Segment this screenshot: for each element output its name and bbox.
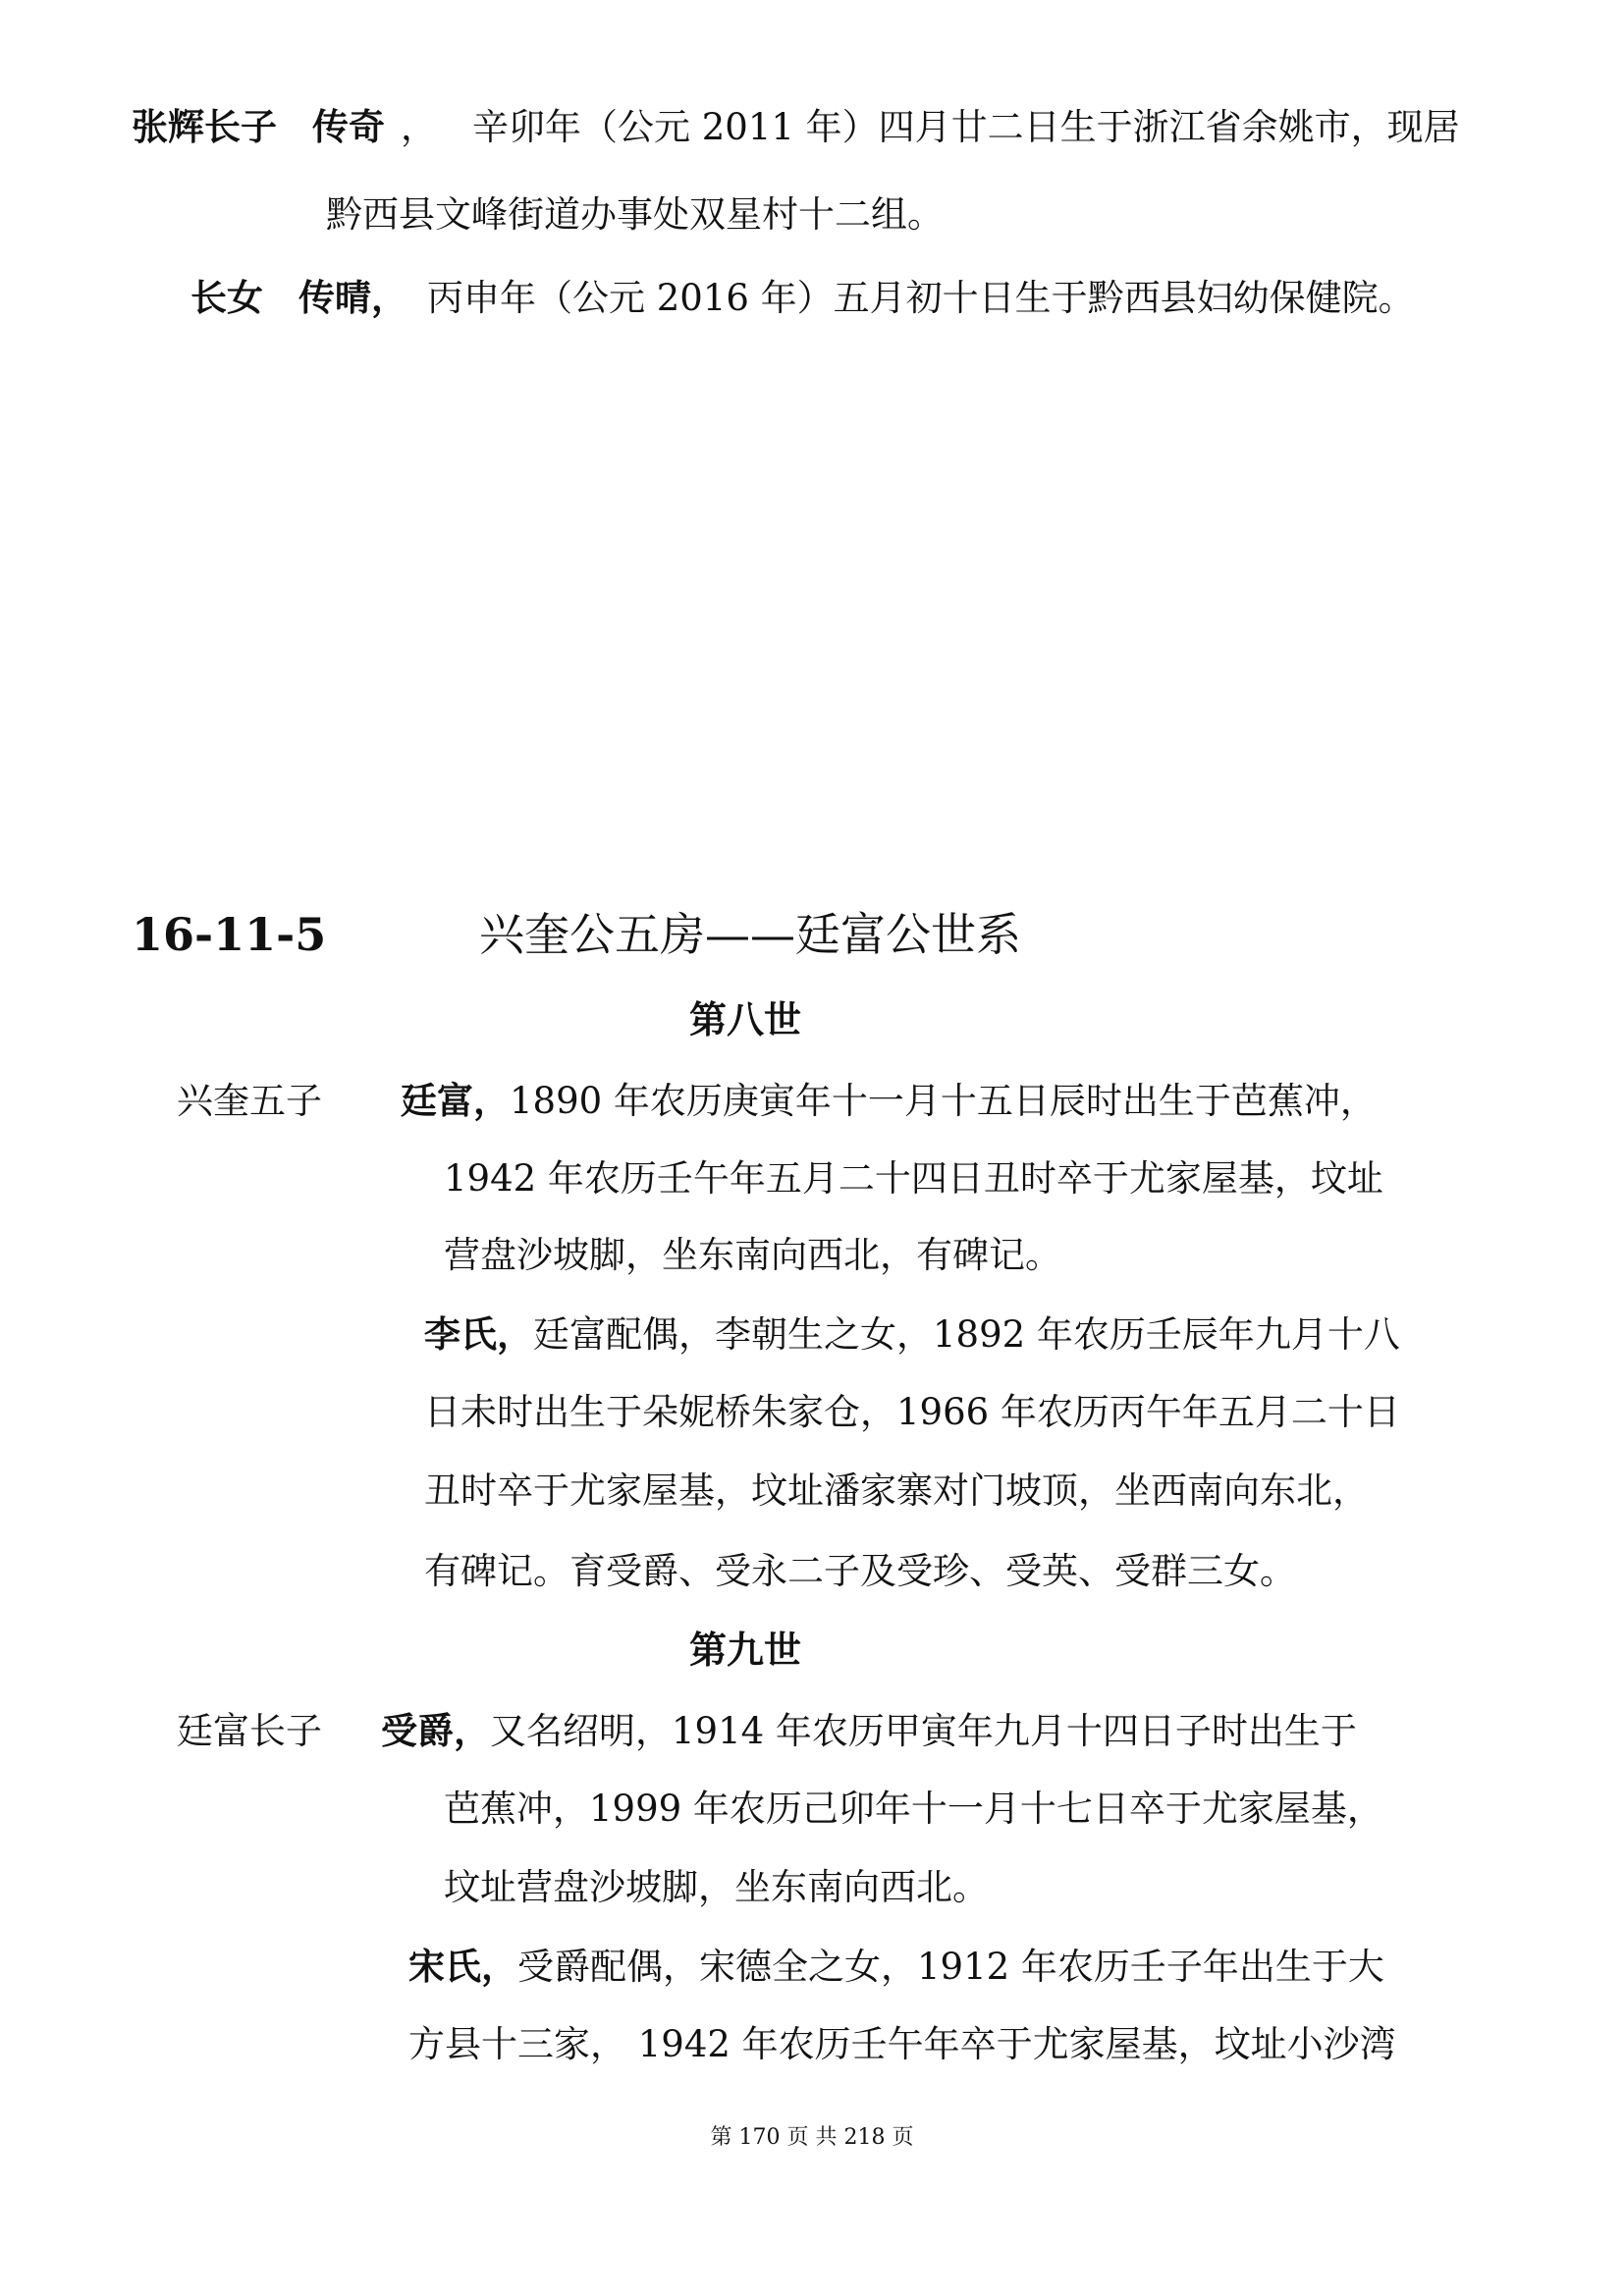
spouse-text-continued: 方县十三家， 1942 年农历壬午年卒于尤家屋基，坟址小沙湾 bbox=[408, 2023, 1396, 2065]
spouse-song bbox=[408, 1944, 1384, 1990]
entry-label: 长女 bbox=[190, 276, 263, 319]
spouse-name: 宋氏， bbox=[408, 1945, 517, 1988]
entry-text: 又名绍明，1914 年农历甲寅年九月十四日子时出生于 bbox=[490, 1710, 1357, 1752]
spouse-text: 廷富配偶，李朝生之女，1892 年农历壬辰年九月十八 bbox=[533, 1313, 1400, 1356]
entry-text-continued: 芭蕉冲，1999 年农历己卯年十一月十七日卒于尤家屋基， bbox=[444, 1788, 1383, 1830]
entry-label: 兴奎五子 bbox=[177, 1080, 322, 1122]
entry-chuanqi bbox=[132, 104, 1460, 150]
entry-text: 1890 年农历庚寅年十一月十五日辰时出生于芭蕉冲， bbox=[510, 1080, 1377, 1122]
entry-name-punct: ， bbox=[401, 106, 437, 148]
spouse-name: 李氏， bbox=[424, 1312, 533, 1356]
section-code: 16-11-5 bbox=[132, 908, 327, 961]
entry-name: 传奇 bbox=[312, 105, 385, 148]
entry-name: 传晴， bbox=[298, 276, 407, 319]
generation-heading: 第九世 bbox=[689, 1628, 802, 1672]
spouse-text: 受爵配偶，宋德全之女，1912 年农历壬子年出生于大 bbox=[517, 1946, 1384, 1988]
entry-tingfu bbox=[177, 1078, 1377, 1124]
entry-text: 辛卯年（公元 2011 年）四月廿二日生于浙江省余姚市，现居 bbox=[472, 106, 1460, 148]
spouse-text-continued: 有碑记。育受爵、受永二子及受珍、受英、受群三女。 bbox=[424, 1550, 1296, 1592]
entry-shoujue bbox=[177, 1708, 1357, 1754]
generation-heading: 第八世 bbox=[689, 997, 802, 1041]
entry-label: 张辉长子 bbox=[132, 105, 277, 148]
section-title: 兴奎公五房——廷富公世系 bbox=[479, 908, 1021, 961]
entry-text: 丙申年（公元 2016 年）五月初十日生于黔西县妇幼保健院。 bbox=[427, 277, 1415, 319]
entry-text-continued: 黔西县文峰街道办事处双星村十二组。 bbox=[326, 193, 944, 236]
spouse-li bbox=[424, 1311, 1400, 1358]
page-number: 第 170 页 共 218 页 bbox=[710, 2125, 914, 2150]
entry-name: 受爵， bbox=[381, 1709, 490, 1752]
entry-text-continued: 营盘沙坡脚，坐东南向西北，有碑记。 bbox=[444, 1234, 1061, 1276]
entry-text-continued: 坟址营盘沙坡脚，坐东南向西北。 bbox=[444, 1866, 989, 1908]
entry-text-continued: 1942 年农历壬午年五月二十四日丑时卒于尤家屋基，坟址 bbox=[444, 1157, 1383, 1200]
spouse-text-continued: 丑时卒于尤家屋基，坟址潘家寨对门坡顶，坐西南向东北， bbox=[424, 1469, 1369, 1512]
entry-name: 廷富， bbox=[401, 1079, 510, 1122]
entry-label: 廷富长子 bbox=[177, 1710, 322, 1752]
spouse-text-continued: 日未时出生于朵妮桥朱家仓，1966 年农历丙午年五月二十日 bbox=[424, 1391, 1400, 1433]
entry-chuanqing bbox=[190, 275, 1415, 321]
